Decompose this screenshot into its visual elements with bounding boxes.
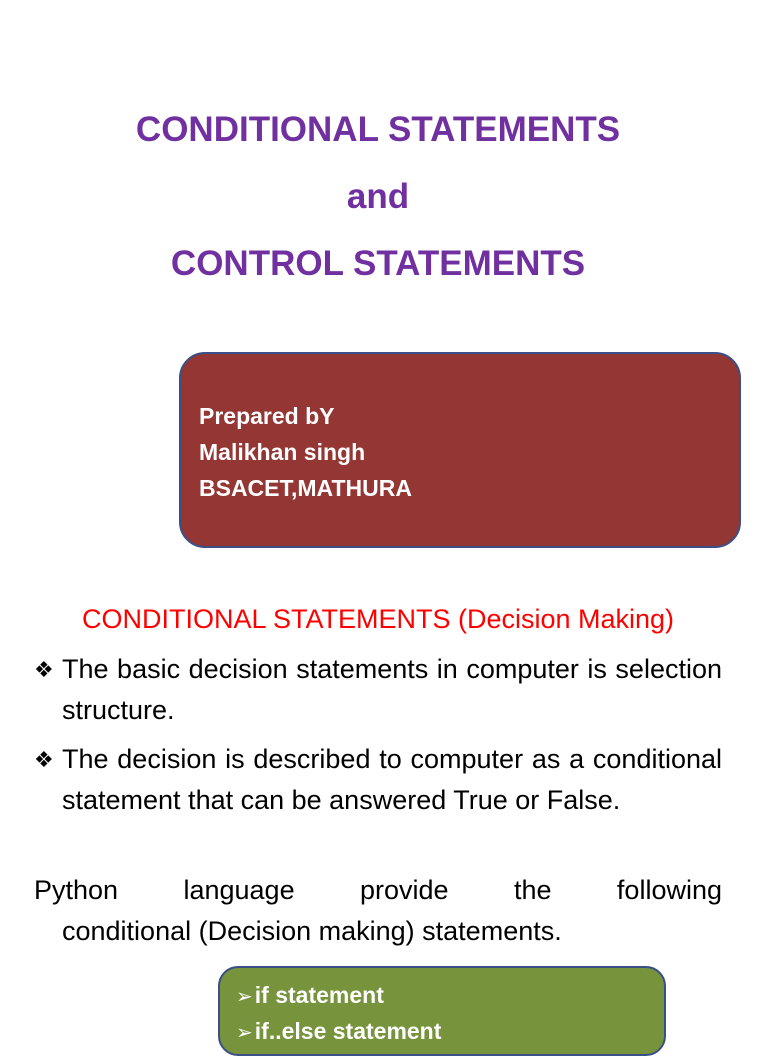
bullet-item-2: [34, 739, 722, 821]
section-heading: CONDITIONAL STATEMENTS (Decision Making): [81, 604, 675, 634]
arrow-bullet-icon: ➢: [236, 1022, 253, 1044]
title-line-3: CONTROL STATEMENTS: [170, 244, 586, 283]
list-item: [236, 1014, 441, 1050]
diamond-bullet-icon: ❖: [34, 747, 54, 772]
author-institution: BSACET,MATHURA: [199, 475, 412, 501]
author-box: [179, 352, 741, 548]
author-name: Malikhan singh: [199, 439, 366, 465]
arrow-bullet-icon: ➢: [236, 986, 253, 1008]
prepared-by-label: Prepared bY: [199, 403, 335, 429]
title-line-1: CONDITIONAL STATEMENTS: [135, 110, 621, 149]
paragraph-statements: [34, 870, 722, 952]
statements-box: [218, 966, 666, 1056]
diamond-bullet-icon: ❖: [34, 657, 54, 682]
slide-title: [0, 96, 756, 297]
bullet-text-2: The decision is described to computer as a conditional statement that can be answered True or False.: [62, 744, 722, 815]
list-item-label: if statement: [254, 982, 384, 1008]
list-item: [236, 978, 441, 1014]
bullet-text-1: The basic decision statements in computer is selection structure.: [62, 654, 722, 725]
statements-list: [236, 978, 441, 1050]
paragraph-line-2: conditional (Decision making) statements.: [62, 916, 562, 946]
bullet-item-1: [34, 649, 722, 731]
author-credits: [199, 398, 412, 506]
title-line-2: and: [346, 177, 410, 216]
list-item-label: if..else statement: [254, 1018, 442, 1044]
paragraph-line-1: Python language provide the following: [34, 875, 722, 905]
